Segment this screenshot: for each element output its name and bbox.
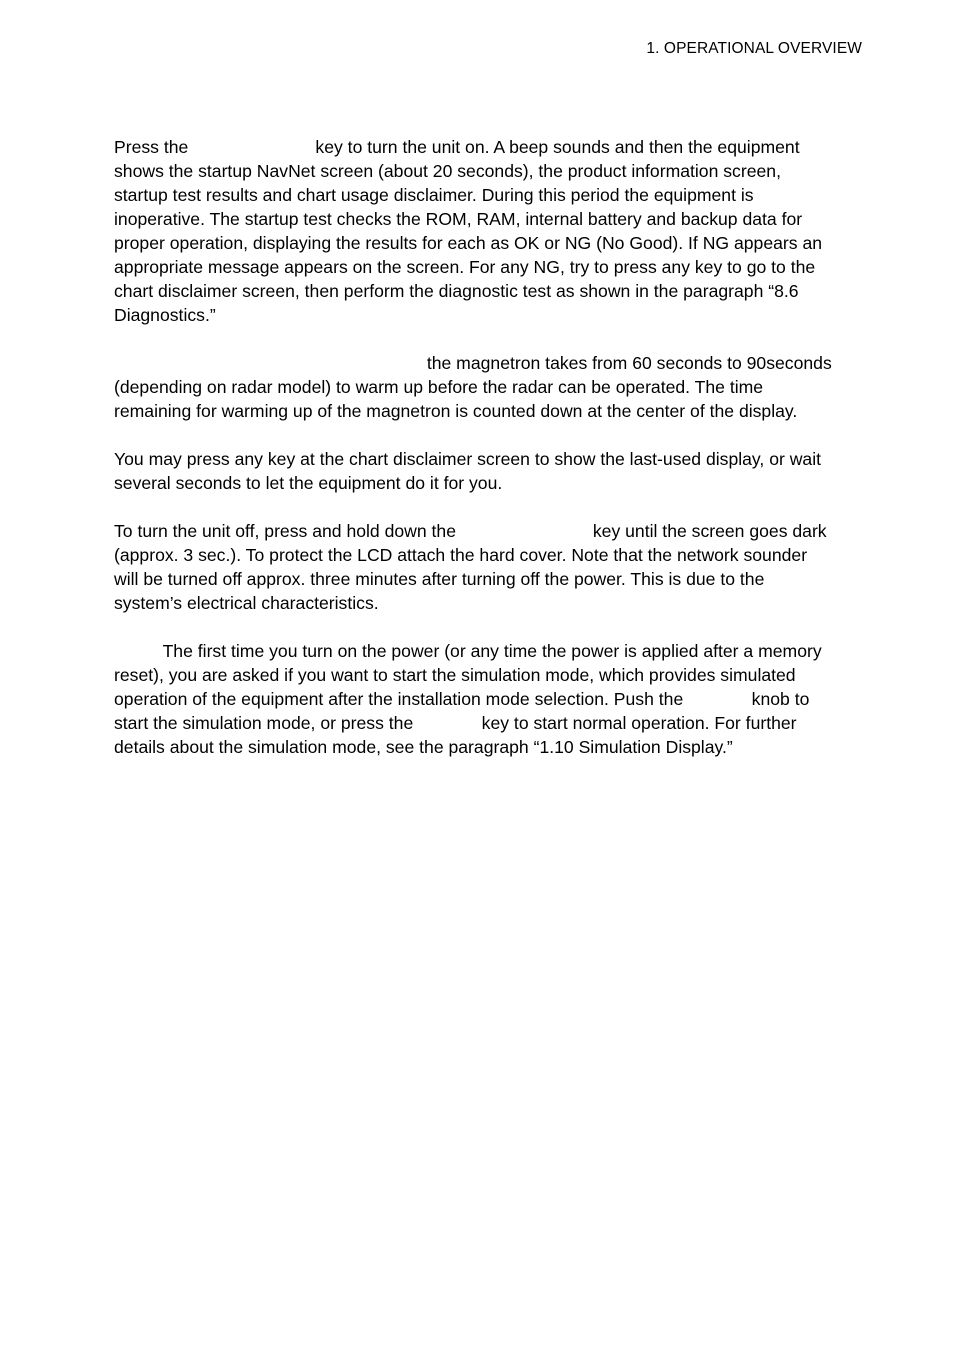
paragraph-spacer bbox=[114, 495, 874, 519]
text-line: reset), you are asked if you want to start the simulation mode, which provides simulated bbox=[114, 665, 796, 685]
paragraph-power-on bbox=[114, 135, 874, 327]
text-line: details about the simulation mode, see the paragraph “1.10 Simulation Display.” bbox=[114, 737, 733, 757]
text-line: proper operation, displaying the results for each as OK or NG (No Good). If NG appears an bbox=[114, 233, 823, 253]
text-line: Diagnostics.” bbox=[114, 305, 216, 325]
text-line: inoperative. The startup test checks the ROM, RAM, internal battery and backup data for bbox=[114, 209, 803, 229]
text-line: The first time you turn on the power (or any time the power is applied after a memory bbox=[114, 641, 822, 661]
text-line: start the simulation mode, or press the key to start normal operation. For further bbox=[114, 713, 797, 733]
paragraph-power-off bbox=[114, 519, 874, 615]
text-line: startup test results and chart usage disclaimer. During this period the equipment is bbox=[114, 185, 754, 205]
text-line: system’s electrical characteristics. bbox=[114, 593, 379, 613]
text-line: will be turned off approx. three minutes after turning off the power. This is due to the bbox=[114, 569, 765, 589]
text-line: several seconds to let the equipment do it for you. bbox=[114, 473, 503, 493]
body-text bbox=[114, 135, 874, 759]
text-line: You may press any key at the chart disclaimer screen to show the last-used display, or wait bbox=[114, 449, 822, 469]
text-line: remaining for warming up of the magnetron is counted down at the center of the display. bbox=[114, 401, 798, 421]
text-line: To turn the unit off, press and hold down the key until the screen goes dark bbox=[114, 521, 827, 541]
chapter-header: 1. OPERATIONAL OVERVIEW bbox=[646, 40, 862, 57]
paragraph-simulation-mode bbox=[114, 639, 874, 759]
text-line: appropriate message appears on the screen. For any NG, try to press any key to go to the bbox=[114, 257, 816, 277]
text-line: (approx. 3 sec.). To protect the LCD attach the hard cover. Note that the network sounder bbox=[114, 545, 808, 565]
paragraph-spacer bbox=[114, 327, 874, 351]
paragraph-spacer bbox=[114, 423, 874, 447]
text-line: (depending on radar model) to warm up before the radar can be operated. The time bbox=[114, 377, 764, 397]
paragraph-spacer bbox=[114, 615, 874, 639]
paragraph-magnetron-warmup bbox=[114, 351, 874, 423]
text-line: chart disclaimer screen, then perform the diagnostic test as shown in the paragraph “8.6 bbox=[114, 281, 799, 301]
text-line: Press the key to turn the unit on. A beep sounds and then the equipment bbox=[114, 137, 800, 157]
text-line: shows the startup NavNet screen (about 20 seconds), the product information screen, bbox=[114, 161, 781, 181]
text-line: operation of the equipment after the installation mode selection. Push the knob to bbox=[114, 689, 810, 709]
paragraph-disclaimer-screen bbox=[114, 447, 874, 495]
text-line: the magnetron takes from 60 seconds to 90seconds bbox=[114, 353, 832, 373]
